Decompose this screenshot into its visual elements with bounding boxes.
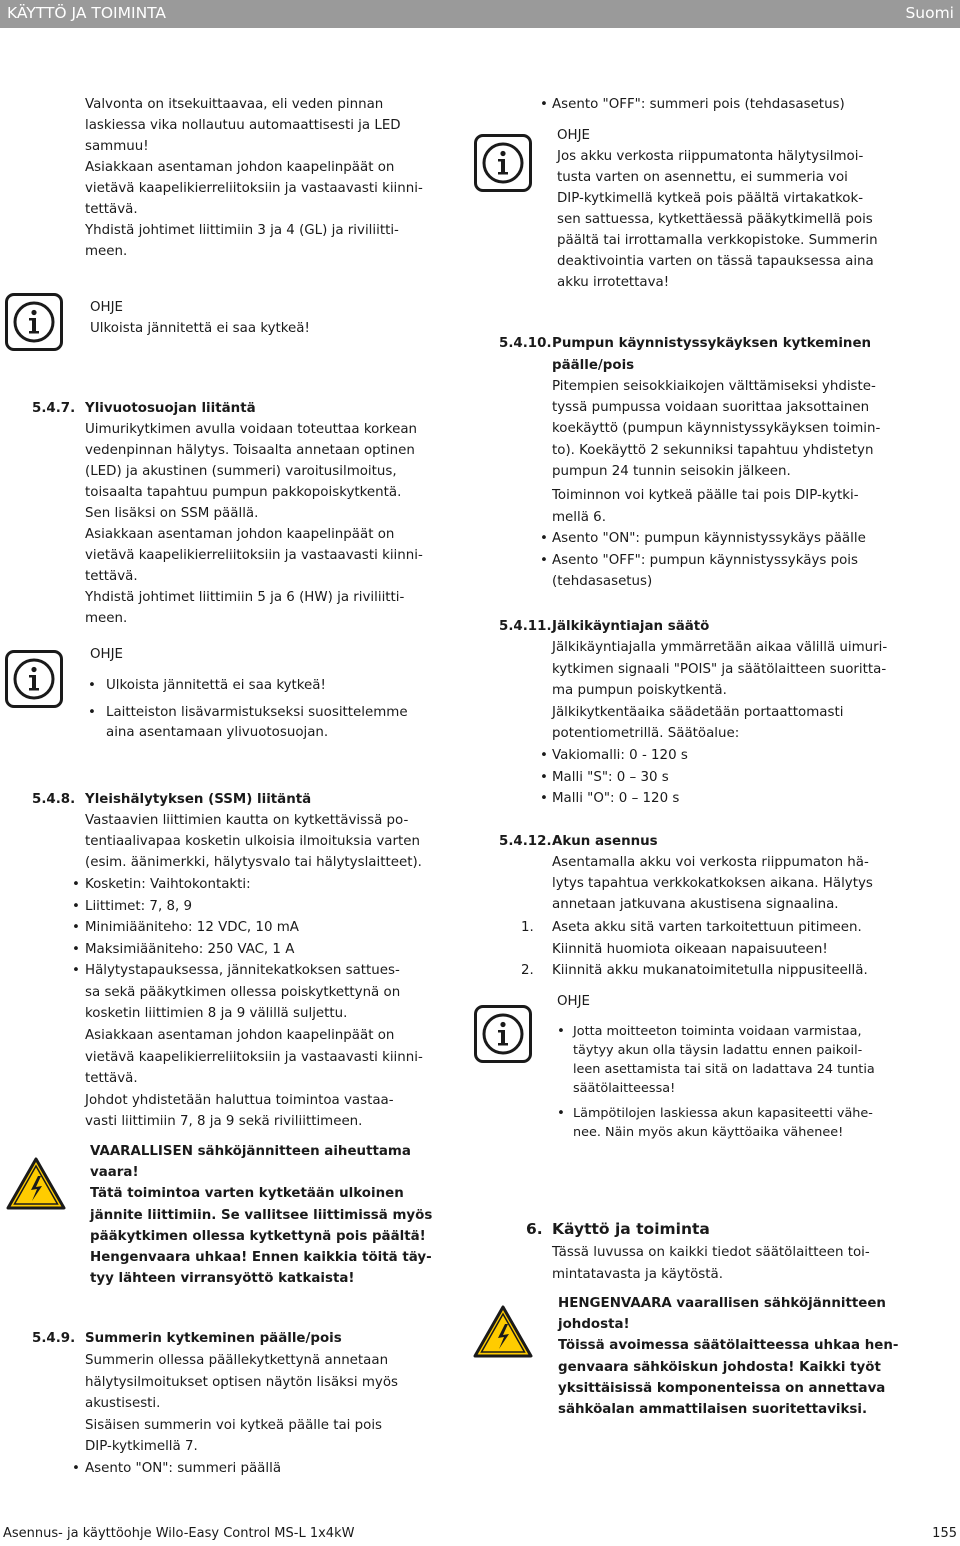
paragraph-line: mintatavasta ja käytöstä. xyxy=(552,1266,723,1282)
section-number: 5.4.7. xyxy=(32,401,76,416)
list-item: Vakiomalli: 0 - 120 s xyxy=(552,748,688,763)
list-item: Malli "O": 0 – 120 s xyxy=(552,791,680,806)
section-number: 5.4.8. xyxy=(32,792,76,807)
note-list-item: Laitteiston lisävarmistukseksi suosittelemme xyxy=(106,705,408,720)
note-list-item: täytyy akun olla täysin ladattu ennen paikoil- xyxy=(573,1043,863,1058)
warning-text: jännite liittimiin. Se vallitsee liittimissä myös xyxy=(90,1207,433,1223)
list-item: Asento "ON": pumpun käynnistyssykäys päälle xyxy=(552,531,866,546)
section-number: 6. xyxy=(526,1220,543,1238)
list-item: Asento "ON": summeri päällä xyxy=(85,1461,282,1476)
bullet-dot: • xyxy=(540,769,548,785)
info-icon xyxy=(5,650,63,708)
note-title: OHJE xyxy=(90,300,124,315)
paragraph-line: Summerin ollessa päällekytkettynä annetaan xyxy=(85,1353,389,1368)
paragraph-line: pumpun 24 tunnin seisokin jälkeen. xyxy=(552,463,791,479)
section-number: 5.4.10. xyxy=(499,336,552,351)
step-number: 2. xyxy=(521,963,534,978)
paragraph-line: vietävä kaapelikierreliitoksiin ja vastaavasti kiinni- xyxy=(85,1049,423,1065)
paragraph-line: Asiakkaan asentaman johdon kaapelinpäät on xyxy=(85,1028,395,1043)
warning-text: Tätä toimintoa varten kytketään ulkoinen xyxy=(90,1186,404,1202)
paragraph-line: tettävä. xyxy=(85,569,138,584)
paragraph-line: koekäyttö (pumpun käynnistyssykäyksen toimin- xyxy=(552,421,881,437)
bullet-dot: • xyxy=(540,552,548,568)
step-number: 1. xyxy=(521,920,534,935)
warning-text: Hengenvaara uhkaa! Ennen kaikkia töitä täy- xyxy=(90,1250,432,1265)
paragraph-line: Asentamalla akku voi verkosta riippumaton hä- xyxy=(552,855,869,870)
warning-text: VAARALLISEN sähköjännitteen aiheuttama xyxy=(90,1144,411,1159)
bullet-dot: • xyxy=(88,705,96,720)
paragraph-line: hälytysilmoitukset optisen näytön lisäksi myös xyxy=(85,1374,398,1390)
paragraph-line: vedenpinnan hälytys. Toisaalta annetaan optinen xyxy=(85,443,415,458)
paragraph-line: laskiessa vika nollautuu automaattisesti ja LED xyxy=(85,118,401,133)
paragraph-line: lytys tapahtua verkkokatkoksen aikana. Hälytys xyxy=(552,876,873,892)
section-heading: Jälkikäyntiajan säätö xyxy=(552,619,710,634)
list-item: Hälytystapauksessa, jännitekatkoksen sattues- xyxy=(85,963,400,978)
section-number: 5.4.11. xyxy=(499,619,552,634)
warning-text: pääkytkimen ollessa kytkettynä pois päältä! xyxy=(90,1228,426,1244)
paragraph-line: sammuu! xyxy=(85,139,149,154)
bullet-dot: • xyxy=(72,920,80,935)
list-item: Asento "OFF": pumpun käynnistyssykäys pois xyxy=(552,552,858,568)
note-list-item: leen asettamista tai sitä on ladattava 24 tuntia xyxy=(573,1062,875,1077)
bullet-dot: • xyxy=(540,791,548,806)
warning-text: tyy lähteen virransyöttö katkaista! xyxy=(90,1271,355,1287)
note-list-item: aina asentamaan ylivuotosuojan. xyxy=(106,725,329,740)
section-heading: Summerin kytkeminen päälle/pois xyxy=(85,1331,342,1346)
paragraph-line: vasti liittimiin 7, 8 ja 9 sekä riviliittimeen. xyxy=(85,1114,363,1129)
paragraph-line: tyssä pumpussa voidaan suorittaa jaksottainen xyxy=(552,400,870,416)
warning-text: Töissä avoimessa säätölaitteessa uhkaa hen- xyxy=(558,1338,899,1354)
bullet-dot: • xyxy=(557,1024,565,1039)
section-heading: Akun asennus xyxy=(552,834,658,849)
paragraph-line: Yhdistä johtimet liittimiin 5 ja 6 (HW) ja riviliitti- xyxy=(85,590,405,605)
bullet-dot: • xyxy=(88,678,96,693)
note-text: tusta varten on asennettu, ei summeria voi xyxy=(557,170,848,185)
paragraph-line: Asiakkaan asentaman johdon kaapelinpäät on xyxy=(85,527,395,542)
paragraph-line: Valvonta on itsekuittaavaa, eli veden pinnan xyxy=(85,97,384,112)
warning-text: genvaara sähköiskun johdosta! Kaikki työt xyxy=(558,1359,881,1375)
note-title: OHJE xyxy=(90,647,124,662)
section-heading: Yleishälytyksen (SSM) liitäntä xyxy=(85,792,312,807)
note-list-item: säätölaitteessa! xyxy=(573,1081,676,1096)
paragraph-line: Jälkikäyntiajalla ymmärretään aikaa välillä uimuri- xyxy=(552,640,888,655)
step-text: Kiinnitä huomiota oikeaan napaisuuteen! xyxy=(552,941,828,957)
electric-hazard-icon xyxy=(5,1156,67,1216)
footer-manual-title: Asennus- ja käyttöohje Wilo-Easy Control MS-L 1x4kW xyxy=(3,1526,355,1541)
paragraph-line: Uimurikytkimen avulla voidaan toteuttaa korkean xyxy=(85,422,418,437)
electric-hazard-icon xyxy=(472,1304,534,1364)
section-heading: Käyttö ja toiminta xyxy=(552,1220,710,1238)
paragraph-line: tentiaalivapaa kosketin ulkoisia ilmoituksia varten xyxy=(85,834,420,849)
note-text: sen sattuessa, kytkettäessä pääkytkimellä pois xyxy=(557,212,873,227)
paragraph-line: (LED) ja akustinen (summeri) varoitusilmoitus, xyxy=(85,464,397,479)
paragraph-line: Jälkikytkentäaika säädetään portaattomasti xyxy=(552,704,844,720)
paragraph-line: toisaalta tapahtuu pumpun pakkopoiskytkentä. xyxy=(85,485,402,500)
bullet-dot: • xyxy=(540,748,548,763)
list-item: Asento "OFF": summeri pois (tehdasasetus) xyxy=(552,97,845,112)
paragraph-line: ma pumpun poiskytkentä. xyxy=(552,683,727,698)
section-heading: Pumpun käynnistyssykäyksen kytkeminen xyxy=(552,336,872,351)
section-heading: Ylivuotosuojan liitäntä xyxy=(85,401,256,416)
paragraph-line: Johdot yhdistetään haluttua toimintoa vastaa- xyxy=(85,1092,394,1108)
step-text: Kiinnitä akku mukanatoimitetulla nippusiteellä. xyxy=(552,963,868,978)
note-list-item: Lämpötilojen laskiessa akun kapasiteetti vähe- xyxy=(573,1106,873,1121)
list-item: Maksimiääniteho: 250 VAC, 1 A xyxy=(85,941,295,957)
paragraph-line: akustisesti. xyxy=(85,1396,161,1411)
list-item: kosketin liittimien 8 ja 9 välillä suljettu. xyxy=(85,1006,348,1021)
note-text: deaktivointia varten on tässä tapauksessa aina xyxy=(557,254,874,269)
note-text: Ulkoista jännitettä ei saa kytkeä! xyxy=(90,321,310,336)
list-item: sa sekä pääkytkimen ollessa poiskytkettynä on xyxy=(85,984,401,1000)
info-icon xyxy=(474,1005,532,1063)
list-item: Liittimet: 7, 8, 9 xyxy=(85,898,193,914)
bullet-dot: • xyxy=(72,941,80,957)
info-icon xyxy=(474,134,532,192)
note-title: OHJE xyxy=(557,994,591,1009)
warning-text: HENGENVAARA vaarallisen sähköjännitteen xyxy=(558,1296,886,1311)
note-list-item: Jotta moitteeton toiminta voidaan varmistaa, xyxy=(573,1024,862,1039)
paragraph-line: Tässä luvussa on kaikki tiedot säätölaitteen toi- xyxy=(552,1245,870,1260)
paragraph-line: tettävä. xyxy=(85,1071,138,1086)
section-number: 5.4.9. xyxy=(32,1331,76,1346)
paragraph-line: (esim. äänimerkki, hälytysvalo tai hälytyslaitteet). xyxy=(85,855,422,870)
paragraph-line: annetaan jatkuvana akustisena signaalina. xyxy=(552,897,839,913)
step-text: Aseta akku sitä varten tarkoitettuun pitimeen. xyxy=(552,920,862,935)
note-list-item: Ulkoista jännitettä ei saa kytkeä! xyxy=(106,678,326,693)
paragraph-line: Vastaavien liittimien kautta on kytkettävissä po- xyxy=(85,813,409,828)
section-number: 5.4.12. xyxy=(499,834,552,849)
bullet-dot: • xyxy=(72,1461,80,1476)
warning-text: johdosta! xyxy=(558,1317,630,1333)
paragraph-line: meen. xyxy=(85,244,128,259)
paragraph-line: Toiminnon voi kytkeä päälle tai pois DIP-kytki- xyxy=(552,488,859,503)
page-header xyxy=(0,0,960,28)
paragraph-line: mellä 6. xyxy=(552,509,606,525)
section-heading: päälle/pois xyxy=(552,358,635,373)
warning-text: sähköalan ammattilaisen suoritettaviksi. xyxy=(558,1402,868,1417)
paragraph-line: Asiakkaan asentaman johdon kaapelinpäät on xyxy=(85,160,395,175)
list-item: Malli "S": 0 – 30 s xyxy=(552,769,669,785)
paragraph-line: kytkimen signaali "POIS" ja säätölaitteen suoritta- xyxy=(552,661,887,677)
bullet-dot: • xyxy=(72,877,80,892)
paragraph-line: Sisäisen summerin voi kytkeä päälle tai pois xyxy=(85,1417,383,1433)
section-title: KÄYTTÖ JA TOIMINTA xyxy=(7,4,167,22)
paragraph-line: meen. xyxy=(85,611,128,626)
bullet-dot: • xyxy=(72,898,80,914)
bullet-dot: • xyxy=(540,97,548,112)
language-label: Suomi xyxy=(905,4,954,22)
list-item: Kosketin: Vaihtokontakti: xyxy=(85,877,251,892)
note-list-item: nee. Näin myös akun käyttöaika vähenee! xyxy=(573,1125,844,1140)
bullet-dot: • xyxy=(557,1106,565,1121)
page-number: 155 xyxy=(932,1526,957,1541)
note-text: Jos akku verkosta riippumatonta hälytysilmoi- xyxy=(557,149,864,164)
paragraph-line: to). Koekäyttö 2 sekunniksi tapahtuu yhdistetyn xyxy=(552,442,874,458)
bullet-dot: • xyxy=(72,963,80,978)
note-text: akku irrotettava! xyxy=(557,275,670,290)
paragraph-line: Yhdistä johtimet liittimiin 3 ja 4 (GL) ja riviliitti- xyxy=(85,223,399,238)
paragraph-line: DIP-kytkimellä 7. xyxy=(85,1439,198,1454)
list-item: Minimiääniteho: 12 VDC, 10 mA xyxy=(85,920,299,935)
paragraph-line: Sen lisäksi on SSM päällä. xyxy=(85,506,259,521)
bullet-dot: • xyxy=(540,531,548,546)
note-text: päältä tai irrottamalla verkkopistoke. Summerin xyxy=(557,233,878,248)
paragraph-line: Pitempien seisokkiaikojen välttämiseksi yhdiste- xyxy=(552,379,876,394)
warning-text: vaara! xyxy=(90,1165,139,1181)
paragraph-line: vietävä kaapelikierreliitoksiin ja vastaavasti kiinni- xyxy=(85,181,423,196)
note-title: OHJE xyxy=(557,128,591,143)
info-icon xyxy=(5,293,63,351)
note-text: DIP-kytkimellä kytkeä pois päältä virtakatkok- xyxy=(557,191,864,206)
warning-text: yksittäisissä komponenteissa on annettava xyxy=(558,1380,886,1396)
paragraph-line: potentiometrillä. Säätöalue: xyxy=(552,726,740,741)
paragraph-line: vietävä kaapelikierreliitoksiin ja vastaavasti kiinni- xyxy=(85,548,423,563)
paragraph-line: tettävä. xyxy=(85,202,138,217)
list-item: (tehdasasetus) xyxy=(552,574,653,589)
